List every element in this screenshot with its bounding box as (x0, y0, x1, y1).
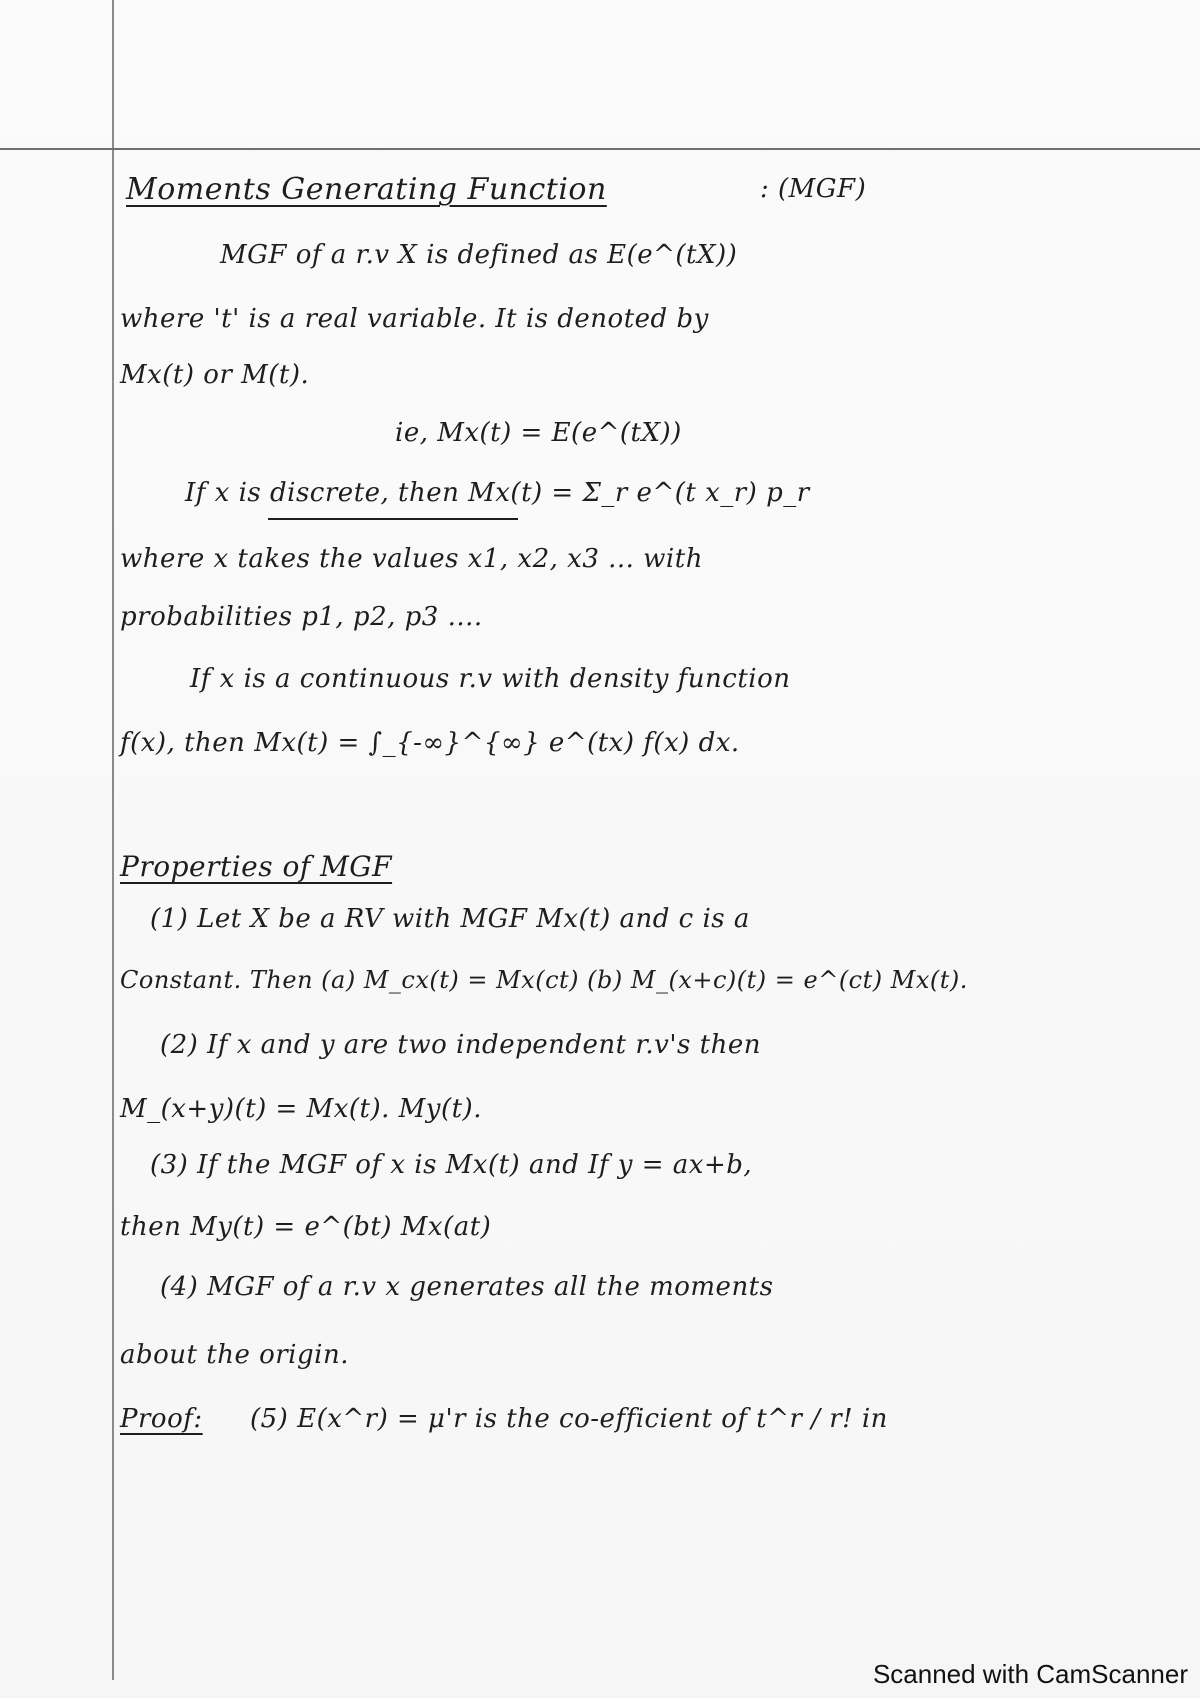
title-suffix: : (MGF) (760, 174, 867, 204)
properties-heading: Properties of MGF (120, 850, 393, 883)
discrete-line-2: where x takes the values x1, x2, x3 ... with (120, 544, 703, 574)
discrete-line-3: probabilities p1, p2, p3 .... (120, 602, 483, 632)
property-4-line-2: about the origin. (120, 1340, 349, 1370)
property-3-line-1: (3) If the MGF of x is Mx(t) and If y = ax+b, (150, 1150, 753, 1180)
continuous-line-2: f(x), then Mx(t) = ∫_{-∞}^{∞} e^(tx) f(x) dx. (120, 728, 740, 758)
discrete-line-1: If x is discrete, then Mx(t) = Σ_r e^(t x_r) p_r (185, 478, 810, 508)
property-1-line-1: (1) Let X be a RV with MGF Mx(t) and c is a (150, 904, 750, 934)
title-main: Moments Generating Function (126, 172, 607, 207)
property-3-line-2: then My(t) = e^(bt) Mx(at) (120, 1212, 492, 1242)
property-5-proof-label: Proof: (120, 1404, 203, 1434)
definition-line-1: MGF of a r.v X is defined as E(e^(tX)) (220, 240, 738, 270)
camscanner-watermark: Scanned with CamScanner (872, 1659, 1188, 1689)
property-4-line-1: (4) MGF of a r.v x generates all the moments (160, 1272, 774, 1302)
property-5-line-1: (5) E(x^r) = μ'r is the co-efficient of t^r / r! in (250, 1404, 888, 1434)
discrete-underline (268, 518, 518, 520)
definition-line-4: ie, Mx(t) = E(e^(tX)) (395, 418, 682, 448)
definition-line-3: Mx(t) or M(t). (120, 360, 310, 390)
top-rule (0, 148, 1200, 150)
margin-line (112, 0, 114, 1680)
property-1-line-2: Constant. Then (a) M_cx(t) = Mx(ct) (b) M_(x+c)(t) = e^(ct) Mx(t). (120, 966, 968, 994)
property-2-line-1: (2) If x and y are two independent r.v's then (160, 1030, 761, 1060)
continuous-line-1: If x is a continuous r.v with density function (190, 664, 791, 694)
property-2-line-2: M_(x+y)(t) = Mx(t). My(t). (120, 1094, 482, 1124)
definition-line-2: where 't' is a real variable. It is denoted by (120, 304, 709, 334)
